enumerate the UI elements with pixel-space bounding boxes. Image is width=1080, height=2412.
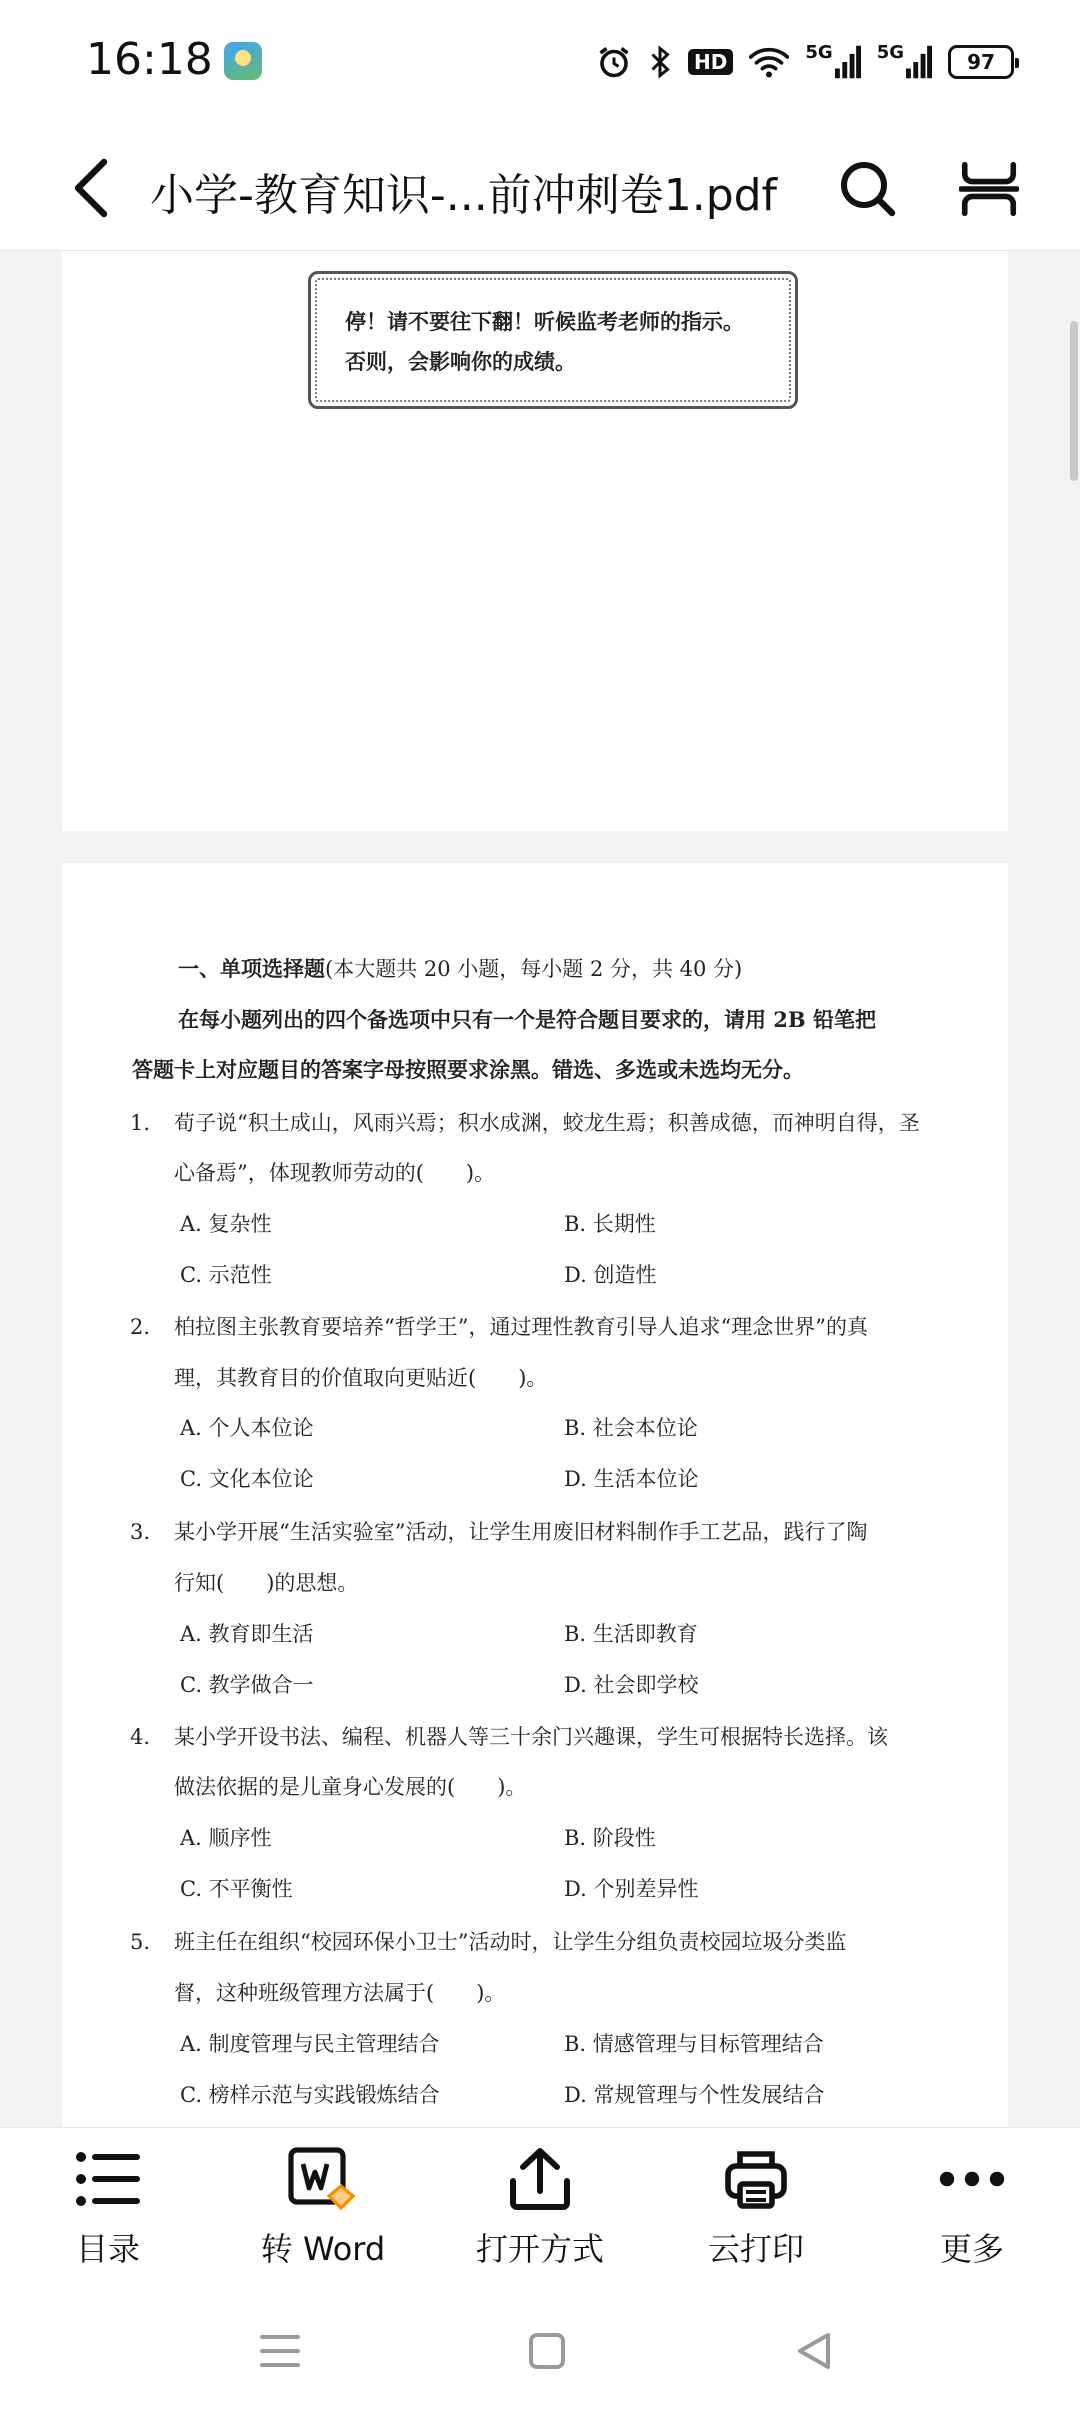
option-a: A. 顺序性 [180,1826,272,1850]
question-text-line-2: 行知( )的思想。 [174,1571,359,1595]
option-c: C. 不平衡性 [180,1877,293,1901]
question-5 [130,1927,1000,2127]
section-title-sub: (本大题共 20 小题，每小题 2 分，共 40 分) [325,957,743,981]
section-title [178,953,742,983]
option-c: C. 教学做合一 [180,1673,314,1697]
question-text-line-1: 班主任在组织“校园环保小卫士”活动时，让学生分组负责校园垃圾分类监 [174,1930,847,1954]
option-a: A. 制度管理与民主管理结合 [180,2032,440,2056]
question-4 [130,1722,1000,1922]
status-time: 16:18 [86,34,213,85]
option-b: B. 阶段性 [564,1826,656,1850]
option-a: A. 个人本位论 [180,1416,314,1440]
more-icon [932,2144,1012,2214]
top-app-bar [0,125,1080,251]
app-badge-icon [224,42,262,80]
recents-icon [260,2333,300,2369]
system-navigation-bar [0,2287,1080,2412]
scrollbar-thumb[interactable] [1070,321,1078,481]
document-title: 小学-教育知识-...前冲刺卷1.pdf [150,170,778,221]
search-icon [838,159,898,219]
question-3 [130,1517,1000,1717]
wifi-icon [749,40,789,84]
option-d: D. 社会即学校 [564,1673,699,1697]
toolbar-label: 打开方式 [475,2230,604,2268]
option-d: D. 常规管理与个性发展结合 [564,2083,825,2107]
notice-line-2: 否则，会影响你的成绩。 [345,349,576,374]
back-nav-button[interactable] [784,2321,844,2381]
option-d: D. 生活本位论 [564,1467,699,1491]
printer-icon [716,2144,796,2214]
question-1 [130,1108,1000,1308]
option-a: A. 复杂性 [180,1212,272,1236]
option-b: B. 生活即教育 [564,1622,698,1646]
option-d: D. 个别差异性 [564,1877,699,1901]
question-number: 2. [130,1315,151,1339]
question-text-line-1: 某小学开设书法、编程、机器人等三十余门兴趣课，学生可根据特长选择。该 [174,1725,888,1749]
question-number: 4. [130,1725,151,1749]
toolbar-open-with-button[interactable] [455,2144,625,2284]
bluetooth-icon [648,40,672,84]
notice-line-1: 停！请不要往下翻！听候监考老师的指示。 [345,309,744,334]
alarm-icon [596,40,632,84]
option-b: B. 长期性 [564,1212,656,1236]
menu-icon [959,161,1019,217]
bottom-toolbar [0,2127,1080,2287]
question-text-line-2: 督，这种班级管理方法属于( )。 [174,1981,506,2005]
question-text-line-1: 荀子说“积土成山，风雨兴焉；积水成渊，蛟龙生焉；积善成德，而神明自得，圣 [174,1111,920,1135]
question-text-line-1: 柏拉图主张教育要培养“哲学王”，通过理性教育引导人追求“理念世界”的真 [174,1315,868,1339]
word-convert-icon [283,2144,363,2214]
back-icon [72,158,112,218]
toolbar-label: 目录 [75,2230,140,2268]
menu-button[interactable] [954,157,1024,221]
list-icon [68,2144,148,2214]
question-2 [130,1312,1000,1512]
signal-icon: 5G [805,40,860,84]
home-icon [527,2331,567,2371]
section-title-main: 一、单项选择题 [178,956,325,981]
signal-icon-2: 5G [877,40,932,84]
question-text-line-2: 心备焉”，体现教师劳动的( )。 [174,1161,496,1185]
option-b: B. 情感管理与目标管理结合 [564,2032,824,2056]
status-bar [0,0,1080,125]
back-nav-icon [794,2331,834,2371]
battery-icon [948,40,1014,84]
share-icon [500,2144,580,2214]
search-button[interactable] [836,157,900,221]
toolbar-label: 云打印 [707,2230,804,2268]
status-icons [596,40,1014,84]
pdf-page-2 [62,863,1008,2127]
pdf-page-1 [62,251,1008,831]
toolbar-convert-word-button[interactable] [238,2144,408,2284]
recents-button[interactable] [250,2321,310,2381]
hd-icon: HD [688,40,733,84]
toolbar-label: 转 Word [260,2230,386,2268]
question-text-line-2: 理，其教育目的价值取向更贴近( )。 [174,1366,548,1390]
toolbar-contents-button[interactable] [23,2144,193,2284]
instruction-line-2: 答题卡上对应题目的答案字母按照要求涂黑。错选、多选或未选均无分。 [132,1057,804,1082]
option-c: C. 榜样示范与实践锻炼结合 [180,2083,440,2107]
option-b: B. 社会本位论 [564,1416,698,1440]
option-c: C. 示范性 [180,1263,272,1287]
option-a: A. 教育即生活 [180,1622,314,1646]
toolbar-more-button[interactable] [887,2144,1057,2284]
instruction-line-1: 在每小题列出的四个备选项中只有一个是符合题目要求的，请用 2B 铅笔把 [178,1007,876,1032]
toolbar-cloud-print-button[interactable] [671,2144,841,2284]
question-text-line-1: 某小学开展“生活实验室”活动，让学生用废旧材料制作手工艺品，践行了陶 [174,1520,868,1544]
question-number: 5. [130,1930,151,1954]
option-c: C. 文化本位论 [180,1467,314,1491]
back-button[interactable] [62,155,122,221]
battery-level: 97 [948,45,1014,79]
pdf-viewer[interactable] [0,251,1080,2127]
question-text-line-2: 做法依据的是儿童身心发展的( )。 [174,1775,527,1799]
toolbar-label: 更多 [939,2230,1004,2268]
question-number: 1. [130,1111,151,1135]
question-number: 3. [130,1520,151,1544]
notice-box [308,271,798,409]
home-button[interactable] [517,2321,577,2381]
option-d: D. 创造性 [564,1263,657,1287]
